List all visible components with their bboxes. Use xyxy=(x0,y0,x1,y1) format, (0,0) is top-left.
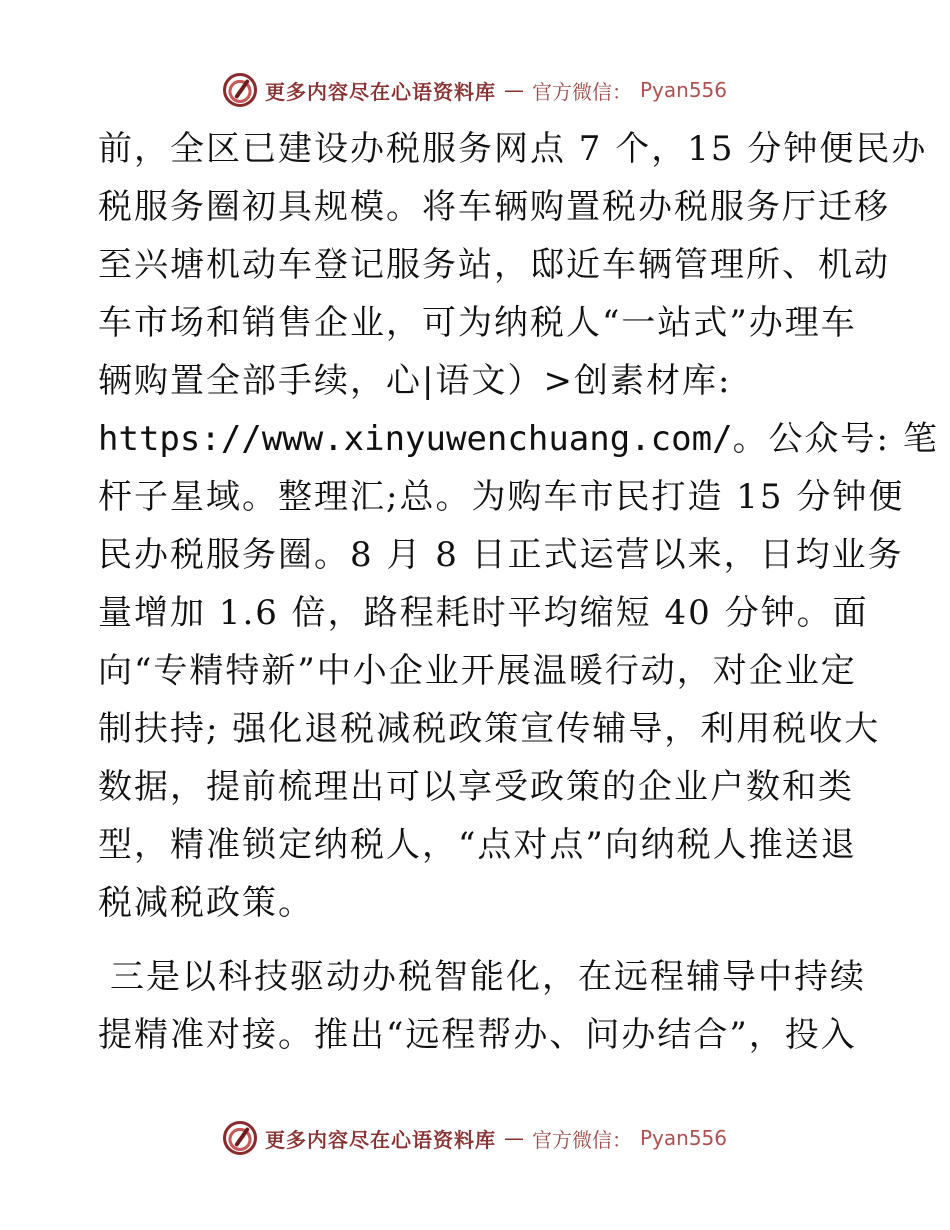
text-line: 量增加 1.6 倍，路程耗时平均缩短 40 分钟。面 xyxy=(98,593,869,633)
pen-logo-icon xyxy=(223,1121,257,1155)
text-line: 数据，提前梳理出可以享受政策的企业户数和类 xyxy=(98,767,854,807)
banner-wechat-label: 官方微信： xyxy=(531,79,632,104)
text-line: 车市场和销售企业，可为纳税人“一站式”办理车 xyxy=(98,303,857,343)
source-url: https://www.xinyuwenchuang.com/ xyxy=(98,419,733,459)
banner-wechat-label: 官方微信： xyxy=(531,1127,632,1152)
pen-logo-icon xyxy=(223,73,257,107)
paragraph-2 xyxy=(98,948,866,1064)
url-line xyxy=(98,410,939,468)
url-line-tail: 。公众号: 笔 xyxy=(732,419,939,459)
text-line: 税服务圈初具规模。将车辆购置税办税服务厅迁移 xyxy=(98,187,890,227)
banner-dash: — xyxy=(503,1126,524,1150)
header-banner xyxy=(0,70,950,110)
banner-main-text: 更多内容尽在心语资料库 xyxy=(264,1127,496,1152)
footer-banner xyxy=(0,1118,950,1158)
paragraph-spacer xyxy=(98,932,858,948)
text-line: 制扶持; 强化退税减税政策宣传辅导，利用税收大 xyxy=(98,709,881,749)
banner-wechat-id: Pyan556 xyxy=(639,78,727,102)
text-line: 型，精准锁定纳税人，“点对点”向纳税人推送退 xyxy=(98,825,857,865)
text-line: 向“专精特新”中小企业开展温暖行动，对企业定 xyxy=(98,651,857,691)
banner-wechat-id: Pyan556 xyxy=(639,1126,727,1150)
text-line: 杆子星域。整理汇;总。为购车市民打造 15 分钟便 xyxy=(98,477,905,517)
document-body xyxy=(98,120,939,1064)
text-line: 前，全区已建设办税服务网点 7 个，15 分钟便民办 xyxy=(98,129,928,169)
text-line: 税减税政策。 xyxy=(98,883,314,923)
text-line: 至兴塘机动车登记服务站，邸近车辆管理所、机动 xyxy=(98,245,890,285)
paragraph-1 xyxy=(98,120,939,932)
text-line: 民办税服务圈。8 月 8 日正式运营以来，日均业务 xyxy=(98,535,904,575)
banner-dash: — xyxy=(503,78,524,102)
banner-main-text: 更多内容尽在心语资料库 xyxy=(264,79,496,104)
text-line: 提精准对接。推出“远程帮办、问办结合”，投入 xyxy=(98,1015,857,1055)
text-line: 三是以科技驱动办税智能化，在远程辅导中持续 xyxy=(110,957,866,997)
text-line: 辆购置全部手续，心|语文）>创素材库: xyxy=(98,361,732,401)
